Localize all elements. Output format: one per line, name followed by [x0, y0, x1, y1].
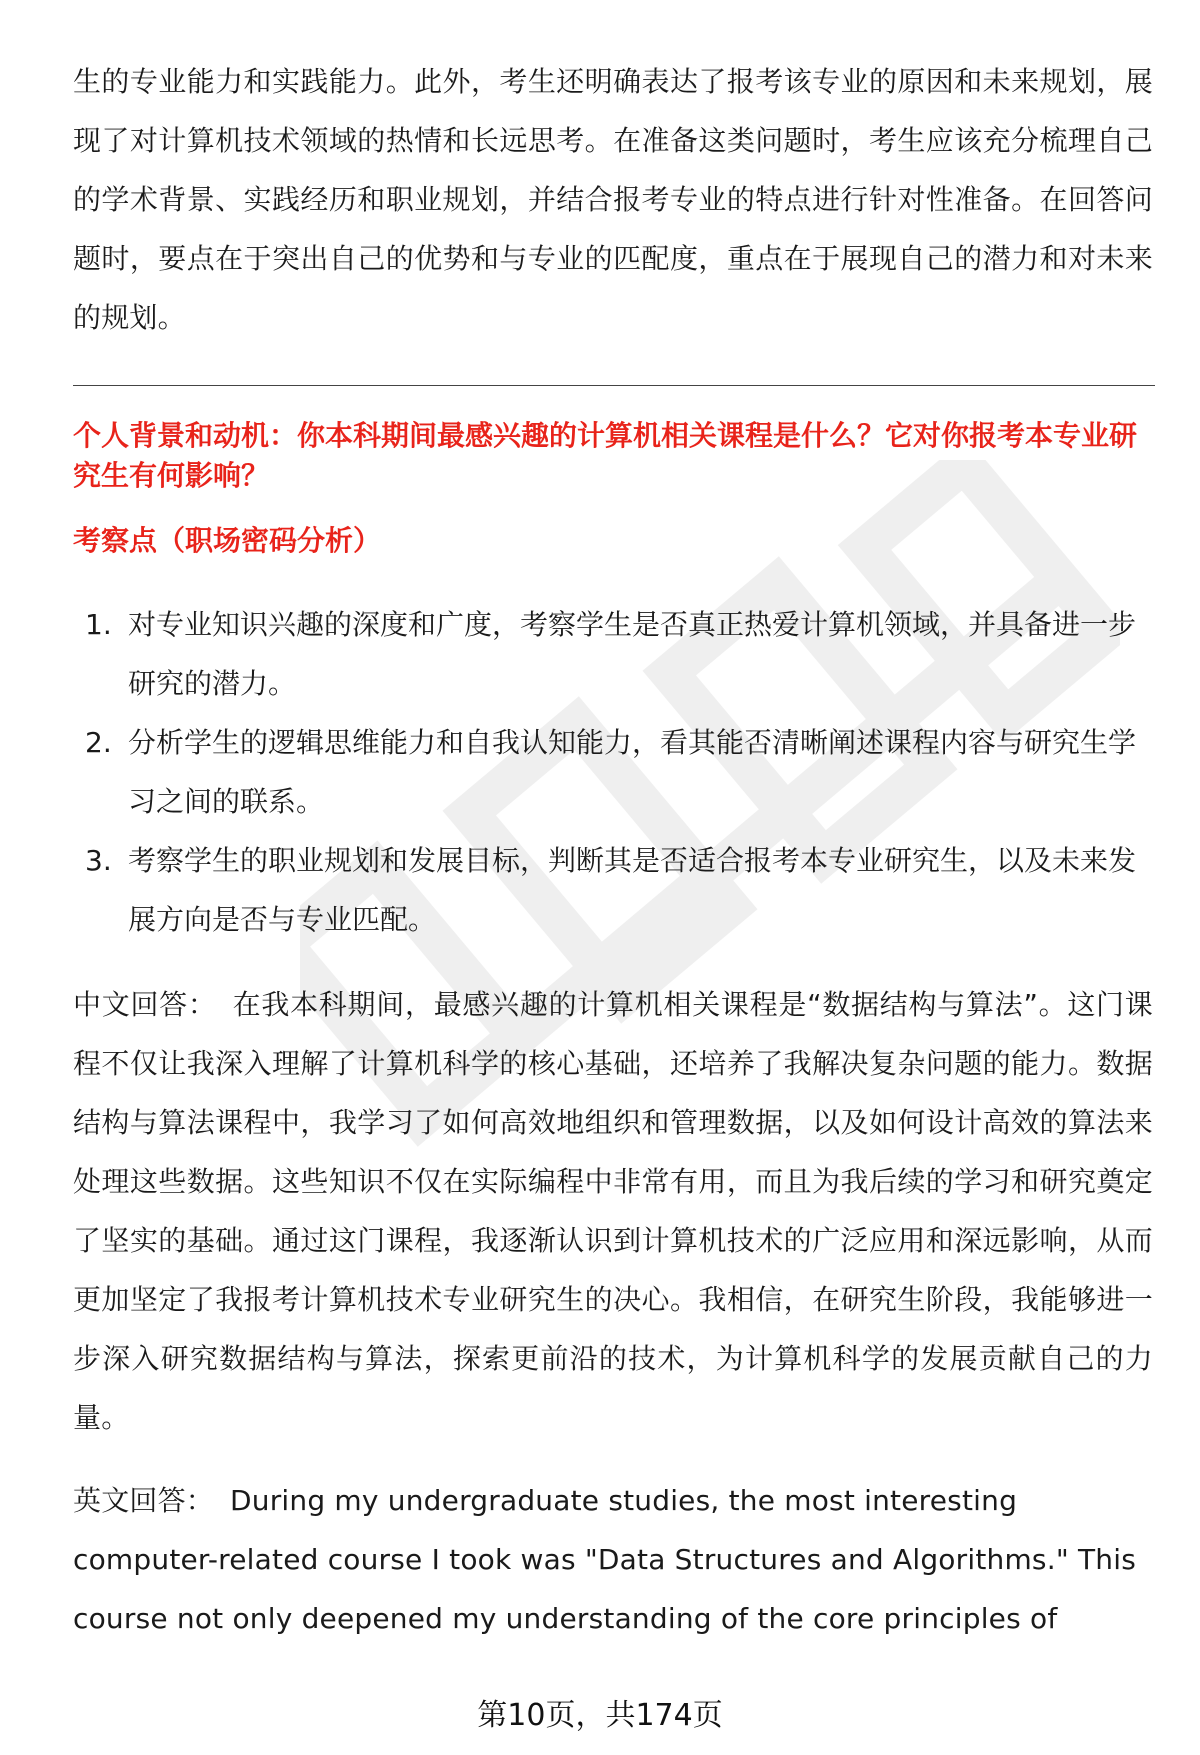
chinese-answer-label: 中文回答：	[73, 988, 217, 1021]
list-item-text: 考察学生的职业规划和发展目标，判断其是否适合报考本专业研究生，以及未来发展方向是否与专业匹配。	[128, 844, 1137, 936]
english-answer-text: During my undergraduate studies, the most interesting computer-related course I took was "Data Structures and Algorithms." This course not only deepened my understanding of the core principles of	[73, 1484, 1137, 1635]
list-item-text: 对专业知识兴趣的深度和广度，考察学生是否真正热爱计算机领域，并具备进一步研究的潜力。	[128, 608, 1137, 700]
question-title: 个人背景和动机：你本科期间最感兴趣的计算机相关课程是什么？它对你报考本专业研究生有何影响？	[73, 419, 1138, 492]
intro-paragraph: 生的专业能力和实践能力。此外，考生还明确表达了报考该专业的原因和未来规划，展现了对计算机技术领域的热情和长远思考。在准备这类问题时，考生应该充分梳理自己的学术背景、实践经历和职业规划，并结合报考专业的特点进行针对性准备。在回答问题时，要点在于突出自己的优势和与专业的匹配度，重点在于展现自己的潜力和对未来的规划。	[73, 65, 1153, 334]
list-item-number: 3.	[85, 844, 112, 877]
section-divider	[73, 385, 1155, 386]
list-item-text: 分析学生的逻辑思维能力和自我认知能力，看其能否清晰阐述课程内容与研究生学习之间的联系。	[128, 726, 1137, 818]
exam-point-title: 考察点（职场密码分析）	[73, 524, 382, 557]
chinese-answer-text: 在我本科期间，最感兴趣的计算机相关课程是“数据结构与算法”。这门课程不仅让我深入理解了计算机科学的核心基础，还培养了我解决复杂问题的能力。数据结构与算法课程中，我学习了如何高效地组织和管理数据，以及如何设计高效的算法来处理这些数据。这些知识不仅在实际编程中非常有用，而且为我后续的学习和研究奠定了坚实的基础。通过这门课程，我逐渐认识到计算机技术的广泛应用和深远影响，从而更加坚定了我报考计算机技术专业研究生的决心。我相信，在研究生阶段，我能够进一步深入研究数据结构与算法，探索更前沿的技术，为计算机科学的发展贡献自己的力量。	[73, 988, 1153, 1434]
list-item-number: 2.	[85, 726, 112, 759]
list-item	[73, 595, 1153, 713]
list-item	[73, 713, 1153, 831]
document-page	[73, 52, 1153, 1648]
page-footer: 第10页，共174页	[477, 1698, 723, 1733]
english-answer	[73, 1471, 1153, 1648]
list-item-number: 1.	[85, 608, 112, 641]
exam-points-list	[73, 595, 1153, 949]
english-answer-label: 英文回答：	[73, 1484, 215, 1517]
chinese-answer	[73, 975, 1153, 1447]
list-item	[73, 831, 1153, 949]
